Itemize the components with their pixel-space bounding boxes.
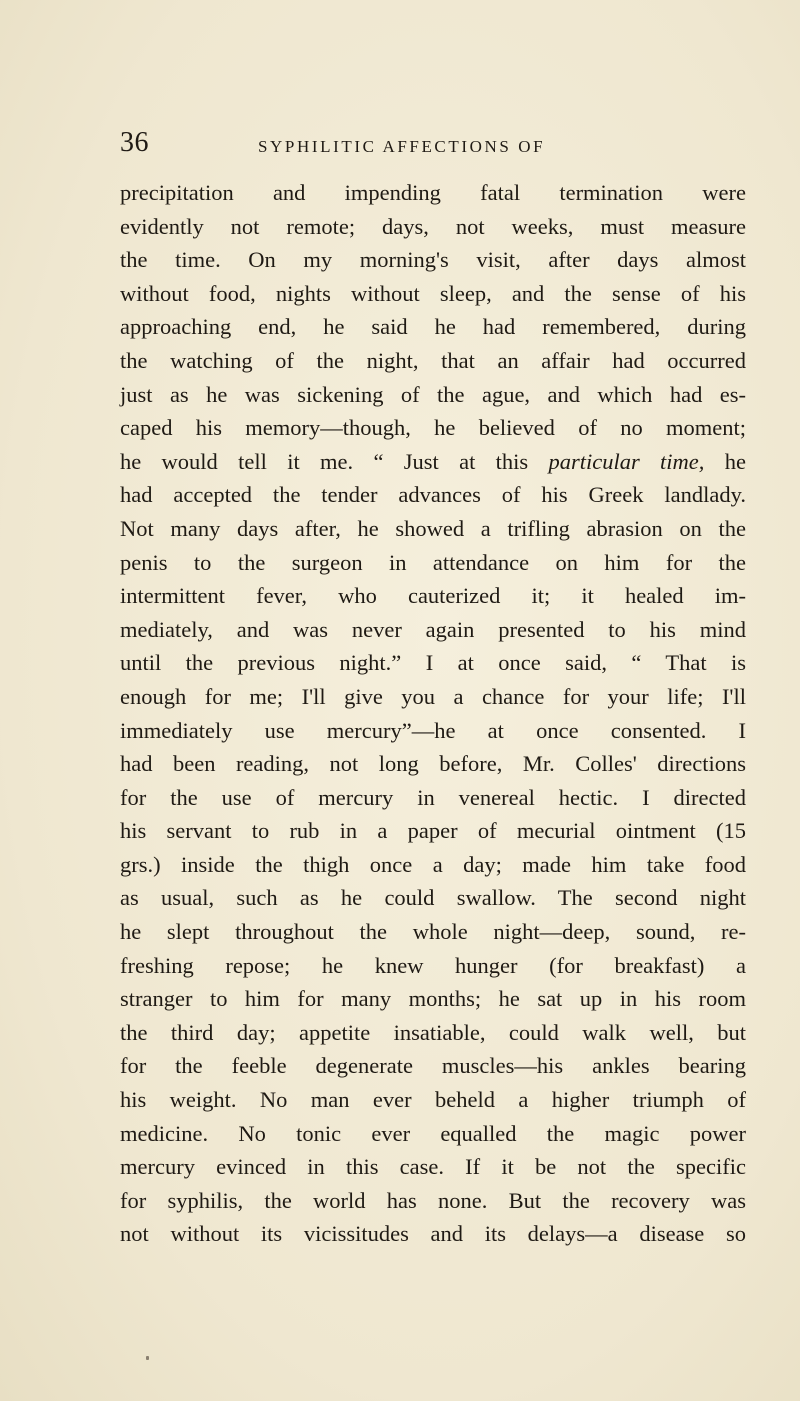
text-line: his servant to rub in a paper of mecurial ointment (15 xyxy=(120,818,746,844)
body-text xyxy=(120,176,746,1251)
text-line: had been reading, not long before, Mr. Colles' directions xyxy=(120,751,746,777)
text-line: freshing repose; he knew hunger (for breakfast) a xyxy=(120,952,746,978)
text-line: precipitation and impending fatal termination were xyxy=(120,180,746,205)
text-line: medicine. No tonic ever equalled the magic power xyxy=(120,1120,746,1146)
text-line: intermittent fever, who cauterized it; it healed im- xyxy=(120,583,746,609)
text-line: the watching of the night, that an affair had occurred xyxy=(120,347,746,373)
text-line: for the use of mercury in venereal hectic. I directed xyxy=(120,784,746,810)
text-line: for syphilis, the world has none. But the recovery was xyxy=(120,1187,746,1213)
text-line: his weight. No man ever beheld a higher triumph of xyxy=(120,1087,746,1113)
page-header xyxy=(120,128,720,168)
text-line: just as he was sickening of the ague, and which had es- xyxy=(120,381,746,407)
text-line: the time. On my morning's visit, after days almost xyxy=(120,247,746,273)
text-line: stranger to him for many months; he sat up in his room xyxy=(120,986,746,1012)
text-segment: he would tell it me. “ Just at this xyxy=(120,448,549,474)
text-line: the third day; appetite insatiable, could walk well, but xyxy=(120,1019,746,1045)
text-line: caped his memory—though, he believed of no moment; xyxy=(120,415,746,441)
text-line: for the feeble degenerate muscles—his ankles bearing xyxy=(120,1053,746,1079)
text-line: as usual, such as he could swallow. The second night xyxy=(120,885,746,911)
ink-speck xyxy=(146,1356,149,1360)
text-line: without food, nights without sleep, and the sense of his xyxy=(120,280,746,306)
text-line: not without its vicissitudes and its delays—a disease so xyxy=(120,1221,746,1247)
running-head: SYPHILITIC AFFECTIONS OF xyxy=(258,137,546,156)
text-line: he slept throughout the whole night—deep, sound, re- xyxy=(120,919,746,945)
text-line-with-italic xyxy=(120,445,746,479)
italic-phrase: particular time, xyxy=(548,448,705,474)
text-line: mercury evinced in this case. If it be not the specific xyxy=(120,1154,746,1180)
text-line: evidently not remote; days, not weeks, must measure xyxy=(120,213,746,239)
text-line: penis to the surgeon in attendance on him for the xyxy=(120,549,746,575)
text-line: had accepted the tender advances of his Greek landlady. xyxy=(120,482,746,508)
text-line: mediately, and was never again presented to his mind xyxy=(120,616,746,642)
page-number: 36 xyxy=(120,127,149,158)
text-segment: he xyxy=(704,448,746,474)
text-line: immediately use mercury”—he at once consented. I xyxy=(120,717,746,743)
text-line: approaching end, he said he had remembered, during xyxy=(120,314,746,340)
text-line: until the previous night.” I at once said, “ That is xyxy=(120,650,746,676)
text-line: enough for me; I'll give you a chance for your life; I'll xyxy=(120,683,746,709)
text-line: Not many days after, he showed a trifling abrasion on the xyxy=(120,515,746,541)
text-line: grs.) inside the thigh once a day; made him take food xyxy=(120,851,746,877)
